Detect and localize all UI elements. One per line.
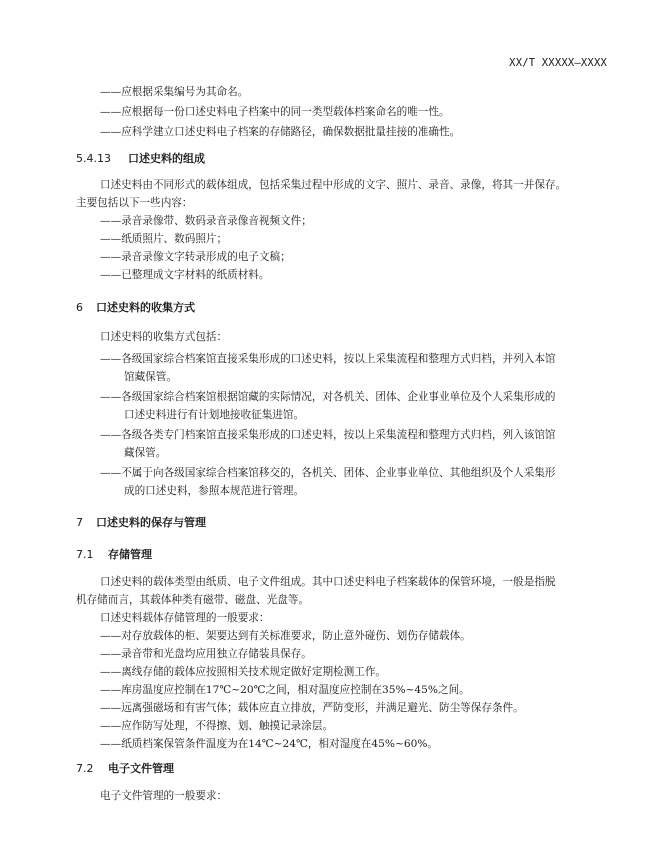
section-title: 电子文件管理 <box>108 762 174 775</box>
section-heading-7-2 <box>76 762 174 776</box>
section-number: 7.2 <box>76 762 94 775</box>
section-heading-6 <box>76 301 195 315</box>
list-item: ——应科学建立口述史料电子档案的存储路径，确保数据批量挂接的准确性。 <box>100 126 461 138</box>
list-item: ——录音带和光盘均应用独立存储装具保存。 <box>100 648 312 660</box>
paragraph-line: 口述史料的收集方式包括： <box>100 331 228 343</box>
list-item: ——对存放载体的柜、架要达到有关标准要求，防止意外碰伤、划伤存储载体。 <box>100 630 471 642</box>
section-title: 口述史料的保存与管理 <box>96 516 206 529</box>
list-item: ——各级国家综合档案馆根据馆藏的实际情况，对各机关、团体、企业事业单位及个人采集形成的 <box>100 391 556 403</box>
list-item-continuation: 馆藏保管。 <box>124 371 177 383</box>
paragraph-line: 电子文件管理的一般要求： <box>100 790 228 802</box>
list-item: ——各级各类专门档案馆直接采集形成的口述史料，按以上采集流程和整理方式归档，列入该馆馆 <box>100 429 556 441</box>
list-item: ——应作防写处理，不得擦、划、触摸记录涂层。 <box>100 720 334 732</box>
list-item: ——各级国家综合档案馆直接采集形成的口述史料，按以上采集流程和整理方式归档，并列入本馆 <box>100 353 556 365</box>
paragraph-line: 口述史料的载体类型由纸质、电子文件组成。其中口述史料电子档案载体的保管环境，一般是指脱 <box>100 576 556 588</box>
paragraph-line: 机存储而言，其载体种类有磁带、磁盘、光盘等。 <box>76 594 310 606</box>
section-number: 5.4.13 <box>76 152 111 165</box>
list-item: ——纸质档案保管条件温度为在14℃~24℃，相对湿度在45%~60%。 <box>100 738 438 750</box>
section-number: 7 <box>76 516 83 529</box>
list-item-continuation: 藏保管。 <box>124 447 167 459</box>
list-item: ——不属于向各级国家综合档案馆移交的，各机关、团体、企业事业单位、其他组织及个人采集形 <box>100 467 556 479</box>
paragraph-line: 主要包括以下一些内容： <box>76 197 193 209</box>
section-heading-7-1 <box>76 548 152 562</box>
list-item: ——录音录像文字转录形成的电子文稿； <box>100 251 291 263</box>
document-code: XX/T XXXXX—XXXX <box>509 57 607 69</box>
section-title: 存储管理 <box>108 548 152 561</box>
list-item: ——已整理成文字材料的纸质材料。 <box>100 269 270 281</box>
section-title: 口述史料的收集方式 <box>96 301 195 314</box>
paragraph-line: 口述史料由不同形式的载体组成，包括采集过程中形成的文字、照片、录音、录像，将其一并保存。 <box>100 179 567 191</box>
list-item-continuation: 成的口述史料，参照本规范进行管理。 <box>124 485 305 497</box>
section-title: 口述史料的组成 <box>128 152 205 165</box>
list-item: ——纸质照片、数码照片； <box>100 233 228 245</box>
list-item: ——应根据每一份口述史料电子档案中的同一类型载体档案命名的唯一性。 <box>100 106 450 118</box>
list-item: ——应根据采集编号为其命名。 <box>100 86 249 98</box>
list-item: ——离线存储的载体应按照相关技术规定做好定期检测工作。 <box>100 666 387 678</box>
list-item: ——库房温度应控制在17℃~20℃之间，相对温度应控制在35%~45%之间。 <box>100 684 470 696</box>
section-number: 6 <box>76 301 83 314</box>
paragraph-line: 口述史料载体存储管理的一般要求： <box>100 612 270 624</box>
list-item-continuation: 口述史料进行有计划地接收征集进馆。 <box>124 409 305 421</box>
section-number: 7.1 <box>76 548 94 561</box>
list-item: ——远离强磁场和有害气体；载体应直立排放，严防变形，并满足避光、防尘等保存条件。 <box>100 702 524 714</box>
section-heading-5-4-13 <box>76 152 205 166</box>
section-heading-7 <box>76 516 206 530</box>
list-item: ——录音录像带、数码录音录像音视频文件； <box>100 215 312 227</box>
